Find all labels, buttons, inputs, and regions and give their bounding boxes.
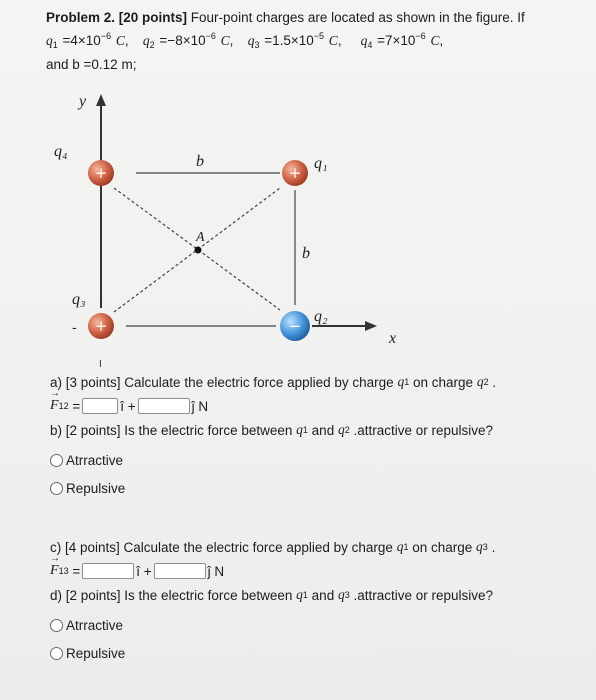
charges-figure xyxy=(44,78,564,368)
charge-q4-sign: + xyxy=(94,164,108,182)
problem-intro: Four-point charges are located as shown in the figure. If xyxy=(190,10,525,25)
label-q3: q₃ xyxy=(72,291,86,308)
label-a: A xyxy=(196,230,205,245)
part-d-option-repulsive[interactable]: Repulsive xyxy=(50,639,580,667)
charge-q1-sign: + xyxy=(288,164,302,182)
dash-left: - xyxy=(72,319,77,335)
q3-value: 1.5×10 xyxy=(272,33,314,48)
charge-q2 xyxy=(280,311,310,341)
part-b-option-attractive[interactable]: Atrractive xyxy=(50,446,580,474)
f12-j-input[interactable] xyxy=(138,398,190,414)
charge-q4 xyxy=(88,160,114,186)
charge-q3 xyxy=(88,313,114,339)
part-b-option-repulsive[interactable]: Repulsive xyxy=(50,474,580,502)
radio-d-repulsive[interactable] xyxy=(50,647,63,660)
point-a-dot xyxy=(195,247,202,254)
charge-q1 xyxy=(282,160,308,186)
x-axis-arrowhead xyxy=(365,321,377,331)
part-d-question: d) [2 points] Is the electric force between q 1 and q 3 .attractive or repulsive? xyxy=(50,587,494,603)
charges-diagram xyxy=(44,78,564,368)
i-hat-label: î + xyxy=(136,563,152,579)
x-axis-label: x xyxy=(389,330,397,347)
f12-i-input[interactable] xyxy=(82,398,118,414)
problem-line-1 xyxy=(46,8,586,27)
j-hat-label: ĵ N xyxy=(207,563,225,579)
label-q2: q₂ xyxy=(314,308,328,325)
q4-value: 7×10 xyxy=(385,33,416,48)
f13-i-input[interactable] xyxy=(82,563,134,579)
part-b-question: b) [2 points] Is the electric force between q 1 and q 2 .attractive or repulsive? xyxy=(50,422,494,438)
problem-title: Problem 2. [20 points] xyxy=(46,10,188,25)
part-a-answer-row: → F 12 = î + ĵ N xyxy=(50,394,580,418)
part-c-question: c) [4 points] Calculate the electric force applied by charge q 1 on charge q 3 . xyxy=(50,539,496,555)
radio-d-attractive[interactable] xyxy=(50,619,63,632)
charge-q3-sign: + xyxy=(94,317,108,335)
radio-b-attractive[interactable] xyxy=(50,454,63,467)
part-a-question: a) [3 points] Calculate the electric force applied by charge q 1 on charge q 2 . xyxy=(50,374,497,390)
y-axis-label: y xyxy=(79,93,87,110)
q2-value: −8×10 xyxy=(167,33,206,48)
part-c-answer-row: → F 13 = î + ĵ N xyxy=(50,559,580,583)
label-b-right: b xyxy=(302,245,310,262)
label-b-top: b xyxy=(196,153,204,170)
problem-line-2: $q_1 =4\times 10^{-6}$ C, $q_2 =-8\times 10^{-6}$ C, $q_3 =1.5\times 10^{-5}$ C, $q_4 =7\times 10^{-6}$ C, xyxy=(46,31,444,50)
questions xyxy=(50,370,580,667)
q1-value: 4×10 xyxy=(70,33,101,48)
problem-line-3: and b =0.12 m; xyxy=(46,57,137,72)
force-f13-symbol: → F xyxy=(50,563,59,579)
j-hat-label: ĵ N xyxy=(191,398,209,414)
f13-j-input[interactable] xyxy=(154,563,206,579)
tick-bottom: I xyxy=(99,359,102,368)
charge-q2-sign: − xyxy=(288,317,302,335)
i-hat-label: î + xyxy=(120,398,136,414)
problem-statement xyxy=(46,8,586,74)
y-axis-arrowhead xyxy=(96,94,106,106)
label-q4: q₄ xyxy=(54,143,68,160)
force-f12-symbol: → F xyxy=(50,398,59,414)
part-d-option-attractive[interactable]: Atrractive xyxy=(50,611,580,639)
label-q1: q₁ xyxy=(314,155,328,172)
radio-b-repulsive[interactable] xyxy=(50,482,63,495)
